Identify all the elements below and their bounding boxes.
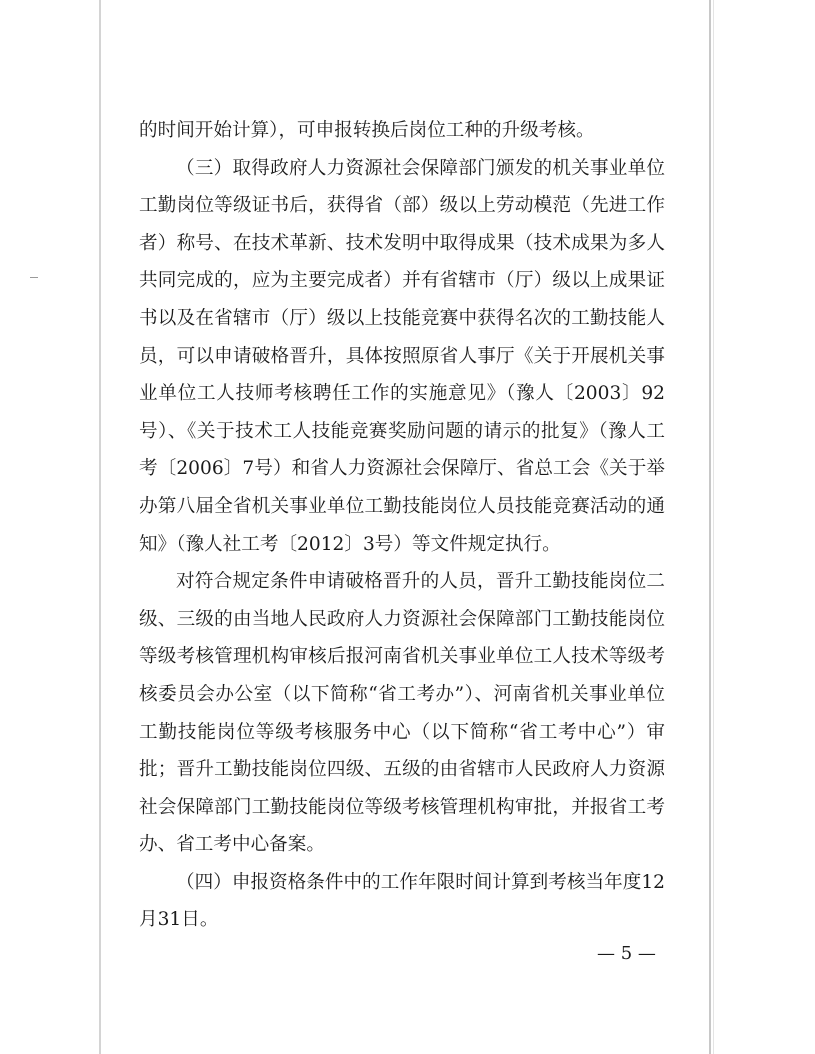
text-line: 者）称号、在技术革新、技术发明中取得成果（技术成果为多人 bbox=[139, 232, 665, 254]
text-line: 业单位工人技师考核聘任工作的实施意见》（豫人〔2003〕92 bbox=[139, 383, 665, 405]
text-line: 书以及在省辖市（厅）级以上技能竞赛中获得名次的工勤技能人 bbox=[139, 307, 665, 329]
scan-edge-left bbox=[99, 0, 101, 1054]
scan-edge-right-inner bbox=[713, 0, 714, 1054]
text-line: 对符合规定条件申请破格晋升的人员，晋升工勤技能岗位二 bbox=[176, 571, 665, 593]
text-line: 办第八届全省机关事业单位工勤技能岗位人员技能竞赛活动的通 bbox=[139, 495, 665, 517]
binding-mark bbox=[30, 277, 38, 278]
text-line: 共同完成的，应为主要完成者）并有省辖市（厅）级以上成果证 bbox=[139, 270, 665, 292]
text-line: 批；晋升工勤技能岗位四级、五级的由省辖市人民政府人力资源 bbox=[139, 759, 665, 781]
text-line: （三）取得政府人力资源社会保障部门颁发的机关事业单位 bbox=[176, 157, 665, 179]
text-line: 号）、《关于技术工人技能竞赛奖励问题的请示的批复》（豫人工 bbox=[139, 420, 665, 442]
text-line: （四）申报资格条件中的工作年限时间计算到考核当年度12 bbox=[176, 871, 665, 893]
text-line: 核委员会办公室（以下简称“省工考办”）、河南省机关事业单位 bbox=[139, 683, 665, 705]
text-line: 工勤技能岗位等级考核服务中心（以下简称“省工考中心”）审 bbox=[139, 721, 665, 743]
scan-edge-right bbox=[709, 0, 711, 1054]
page-number: — 5 — bbox=[597, 943, 656, 964]
text-line: 级、三级的由当地人民政府人力资源社会保障部门工勤技能岗位 bbox=[139, 608, 665, 630]
text-line: 办、省工考中心备案。 bbox=[139, 834, 325, 856]
text-line: 知》（豫人社工考〔2012〕3号）等文件规定执行。 bbox=[139, 533, 561, 555]
text-line: 月31日。 bbox=[139, 909, 219, 931]
text-line: 的时间开始计算），可申报转换后岗位工种的升级考核。 bbox=[139, 120, 595, 141]
text-line: 考〔2006〕7号）和省人力资源社会保障厅、省总工会《关于举 bbox=[139, 458, 665, 480]
text-line: 等级考核管理机构审核后报河南省机关事业单位工人技术等级考 bbox=[139, 646, 665, 668]
document-body bbox=[139, 112, 665, 939]
text-line: 员，可以申请破格晋升，具体按照原省人事厅《关于开展机关事 bbox=[139, 345, 665, 367]
text-line: 社会保障部门工勤技能岗位等级考核管理机构审批，并报省工考 bbox=[139, 796, 665, 818]
text-line: 工勤岗位等级证书后，获得省（部）级以上劳动模范（先进工作 bbox=[139, 195, 665, 217]
